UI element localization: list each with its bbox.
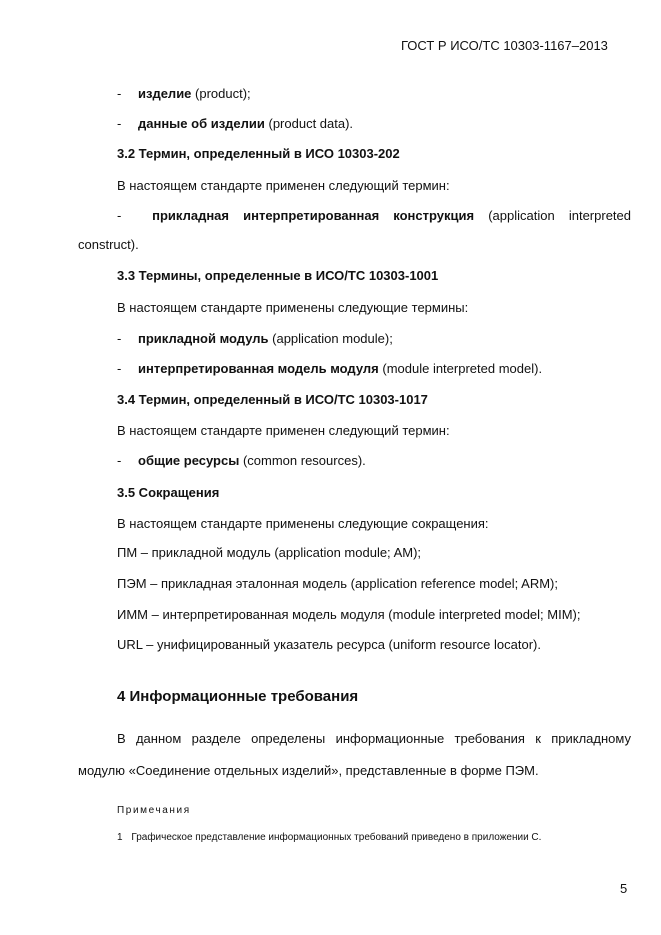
paragraph-word: информационные [335,731,445,746]
note-item [117,832,541,844]
section-intro: В настоящем стандарте применены следующие сокращения: [117,516,489,531]
section-intro: В настоящем стандарте применен следующий термин: [117,423,450,438]
term-english: (common resources). [239,453,366,468]
paragraph-word: определены [251,731,326,746]
section-intro: В настоящем стандарте применен следующий термин: [117,178,450,193]
paragraph-word: требования [454,731,525,746]
abbreviation-item: ИММ – интерпретированная модель модуля (module interpreted model; MIM); [117,607,581,622]
paragraph-word: к [535,731,541,746]
list-dash: - [117,116,122,131]
list-item-continuation: construct). [78,237,139,252]
term-english-word: interpreted [568,208,631,223]
page-number: 5 [620,881,628,896]
paragraph-line [117,731,631,747]
term-english: (module interpreted model). [378,361,543,376]
section-heading-3-2: 3.2 Термин, определенный в ИСО 10303-202 [117,146,400,161]
paragraph-line: модулю «Соединение отдельных изделий», представленные в форме ПЭМ. [78,763,539,778]
paragraph-word: В [117,731,126,746]
term-word: конструкция [393,208,475,223]
abbreviation-item: ПМ – прикладной модуль (application module; AM); [117,545,422,560]
section-heading-3-5: 3.5 Сокращения [117,485,220,500]
document-header: ГОСТ Р ИСО/ТС 10303-1167–2013 [401,38,608,53]
section-intro: В настоящем стандарте применены следующие термины: [117,300,469,315]
abbreviation-item: URL – унифицированный указатель ресурса (uniform resource locator). [117,637,541,652]
list-dash: - [117,208,122,223]
list-item [117,208,631,224]
term-word: прикладная [152,208,229,223]
list-dash: - [117,86,122,101]
note-label: Примечания [117,805,191,816]
term-english-word: (application [488,208,555,223]
term: общие ресурсы [138,453,240,468]
section-heading-3-3: 3.3 Термины, определенные в ИСО/ТС 10303-1001 [117,268,439,283]
section-heading-3-4: 3.4 Термин, определенный в ИСО/ТС 10303-1017 [117,392,428,407]
paragraph-word: разделе [191,731,241,746]
section-heading-4: 4 Информационные требования [117,688,359,705]
list-dash: - [117,453,122,468]
term: прикладной модуль [138,331,269,346]
term-english: (application module); [268,331,393,346]
list-dash: - [117,361,122,376]
term: изделие [138,86,192,101]
term: интерпретированная модель модуля [138,361,379,376]
term-word: интерпретированная [243,208,380,223]
term-english: (product data). [264,116,354,131]
term: данные об изделии [138,116,265,131]
note-number: 1 [117,832,123,843]
paragraph-word: данном [135,731,182,746]
note-text: Графическое представление информационных требований приведено в приложении С. [131,832,542,843]
paragraph-word: прикладному [551,731,631,746]
abbreviation-item: ПЭМ – прикладная эталонная модель (application reference model; ARM); [117,576,558,591]
list-dash: - [117,331,122,346]
term-english: (product); [191,86,251,101]
